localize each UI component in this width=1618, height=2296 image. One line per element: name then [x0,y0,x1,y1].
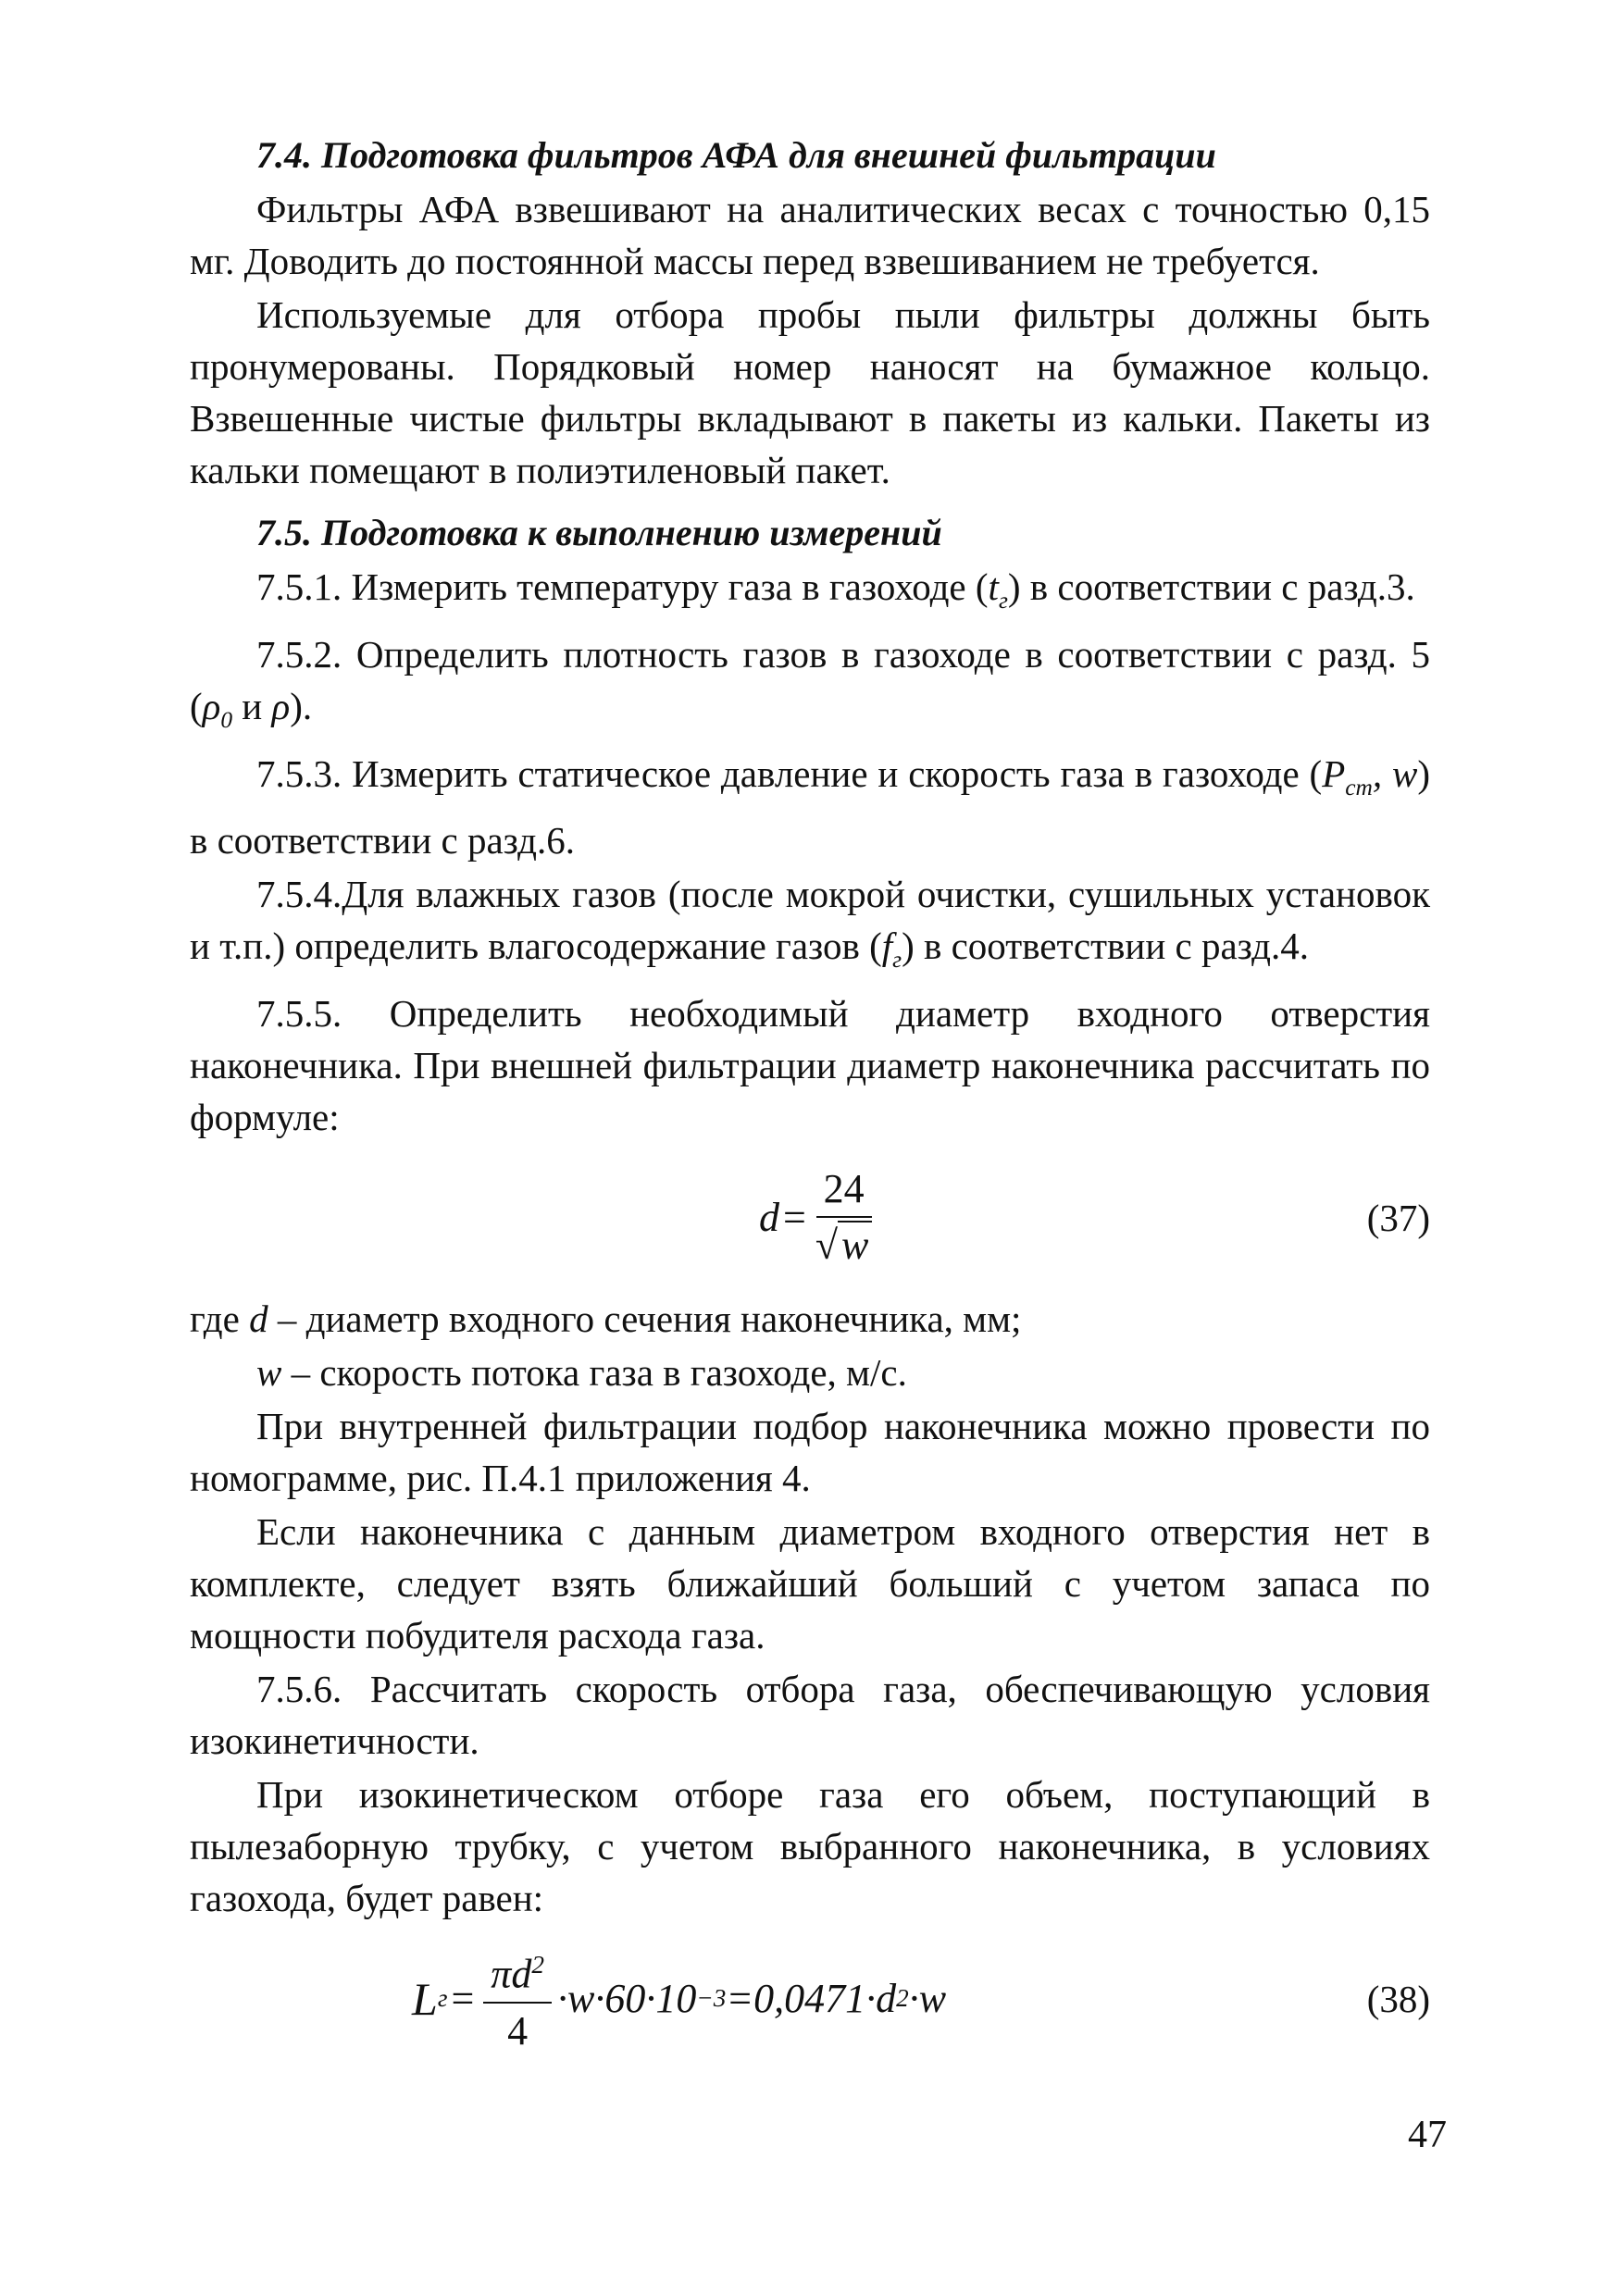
paragraph-7-5-6: 7.5.6. Рассчитать скорость отбора газа, обеспечивающую условия изокинетичности. [190,1667,1430,1762]
equation-number-38: (38) [1366,1977,1430,2020]
paragraph-filters-weighing: Фильтры АФА взвешивают на аналитических весах с точностью 0,15 мг. Доводить до постоянной массы перед взвешиванием не требуется. [190,188,1430,282]
page-number: 47 [1408,2114,1447,2156]
fraction: $\frac{\pi d^2}{4}$ [483,1940,552,2057]
definition-w: w – скорость потока газа в газоходе, м/с. [256,1350,907,1394]
paragraph-7-5-5: 7.5.5. Определить необходимый диаметр входного отверстия наконечника. При внешней фильтрации диаметр наконечника рассчитать по формуле: [190,991,1430,1138]
equation-number-37: (37) [1366,1196,1430,1239]
section-heading-7-5: 7.5. Подготовка к выполнению измерений [256,512,942,553]
equation-37-formula: d = $\frac{24}{√w}$ [759,1148,877,1287]
section-heading-7-4: 7.4. Подготовка фильтров АФА для внешней фильтрации [256,134,1216,176]
definition-d: где d – диаметр входного сечения наконечника, мм; [190,1297,1022,1340]
fraction: $\frac{24}{√w}$ [815,1164,873,1272]
document-page [190,130,1430,2074]
paragraph-7-5-2: 7.5.2. Определить плотность газов в газоходе в соответствии с разд. 5 ($\rho_0$ и ρ). [190,633,1430,734]
paragraph-isokinetic: При изокинетическом отборе газа его объем, поступающий в пылезаборную трубку, с учетом выбранного наконечника, в условиях газохода, будет равен: [190,1772,1430,1919]
equation-38-formula: L г = $\frac{\pi d^2}{4}$ ·w·60·10 −3 =0,0471·d 2 ·w [412,1930,946,2068]
equation-37 [190,1148,1430,1287]
paragraph-missing-tip: Если наконечника с данным диаметром входного отверстия нет в комплекте, следует взять ближайший больший с учетом запаса по мощности побудителя расхода газа. [190,1509,1430,1657]
paragraph-7-5-3: 7.5.3. Измерить статическое давление и скорость газа в газоходе ($P_{ст}$, w) в соответствии с разд.6. [190,752,1430,862]
paragraph-internal-filtration: При внутренней фильтрации подбор наконечника можно провести по номограмме, рис. П.4.1 приложения 4. [190,1404,1430,1499]
paragraph-7-5-1: 7.5.1. Измерить температуру газа в газоходе $(t_г)$ в соответствии с разд.3. [256,565,1415,614]
equation-38 [190,1930,1430,2068]
paragraph-7-5-4: 7.5.4.Для влажных газов (после мокрой очистки, сушильных установок и т.п.) определить влагосодержание газов $(f_г)$ в соответствии с разд.4. [190,872,1430,973]
paragraph-filters-numbering: Используемые для отбора пробы пыли фильтры должны быть пронумерованы. Порядковый номер наносят на бумажное кольцо. Взвешенные чистые фильтры вкладывают в пакеты из кальки. Пакеты из кальки помещают в полиэтиленовый пакет. [190,293,1430,491]
